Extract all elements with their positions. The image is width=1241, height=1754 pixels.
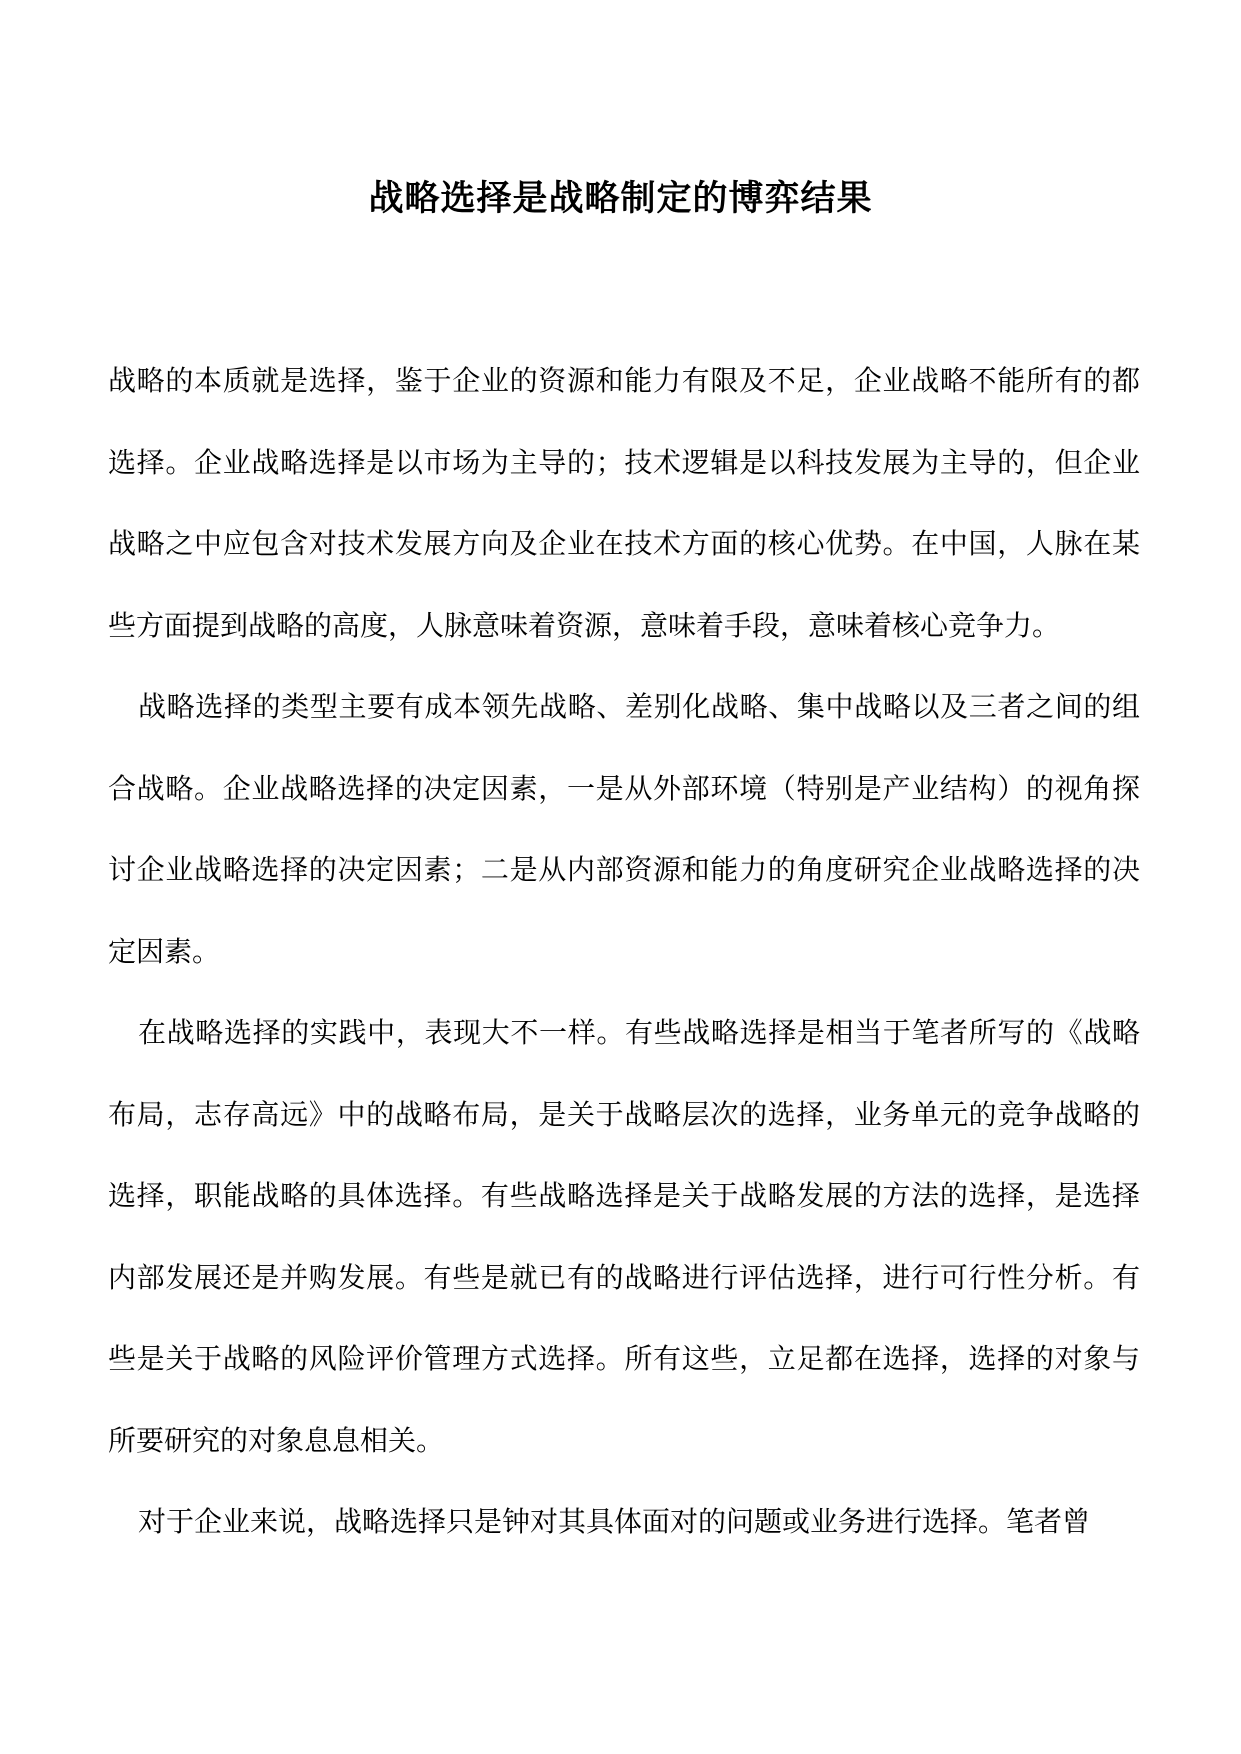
paragraph-2: 战略选择的类型主要有成本领先战略、差别化战略、集中战略以及三者之间的组合战略。企业战略选择的决定因素，一是从外部环境（特别是产业结构）的视角探讨企业战略选择的决定因素；二是从内部资源和能力的角度研究企业战略选择的决定因素。 bbox=[108, 690, 1140, 968]
paragraph-3: 在战略选择的实践中，表现大不一样。有些战略选择是相当于笔者所写的《战略布局，志存高远》中的战略布局，是关于战略层次的选择，业务单元的竞争战略的选择，职能战略的具体选择。有些战略选择是关于战略发展的方法的选择，是选择内部发展还是并购发展。有些是就已有的战略进行评估选择，进行可行性分析。有些是关于战略的风险评价管理方式选择。所有这些，立足都在选择，选择的对象与所要研究的对象息息相关。 bbox=[108, 1016, 1140, 1457]
document-title: 战略选择是战略制定的博弈结果 bbox=[368, 179, 873, 220]
document-body bbox=[108, 340, 1140, 1563]
paragraph-1: 战略的本质就是选择，鉴于企业的资源和能力有限及不足，企业战略不能所有的都选择。企业战略选择是以市场为主导的；技术逻辑是以科技发展为主导的，但企业战略之中应包含对技术发展方向及企业在技术方面的核心优势。在中国，人脉在某些方面提到战略的高度，人脉意味着资源，意味着手段，意味着核心竞争力。 bbox=[108, 364, 1140, 642]
paragraph-4: 对于企业来说，战略选择只是钟对其具体面对的问题或业务进行选择。笔者曾 bbox=[138, 1505, 1091, 1538]
